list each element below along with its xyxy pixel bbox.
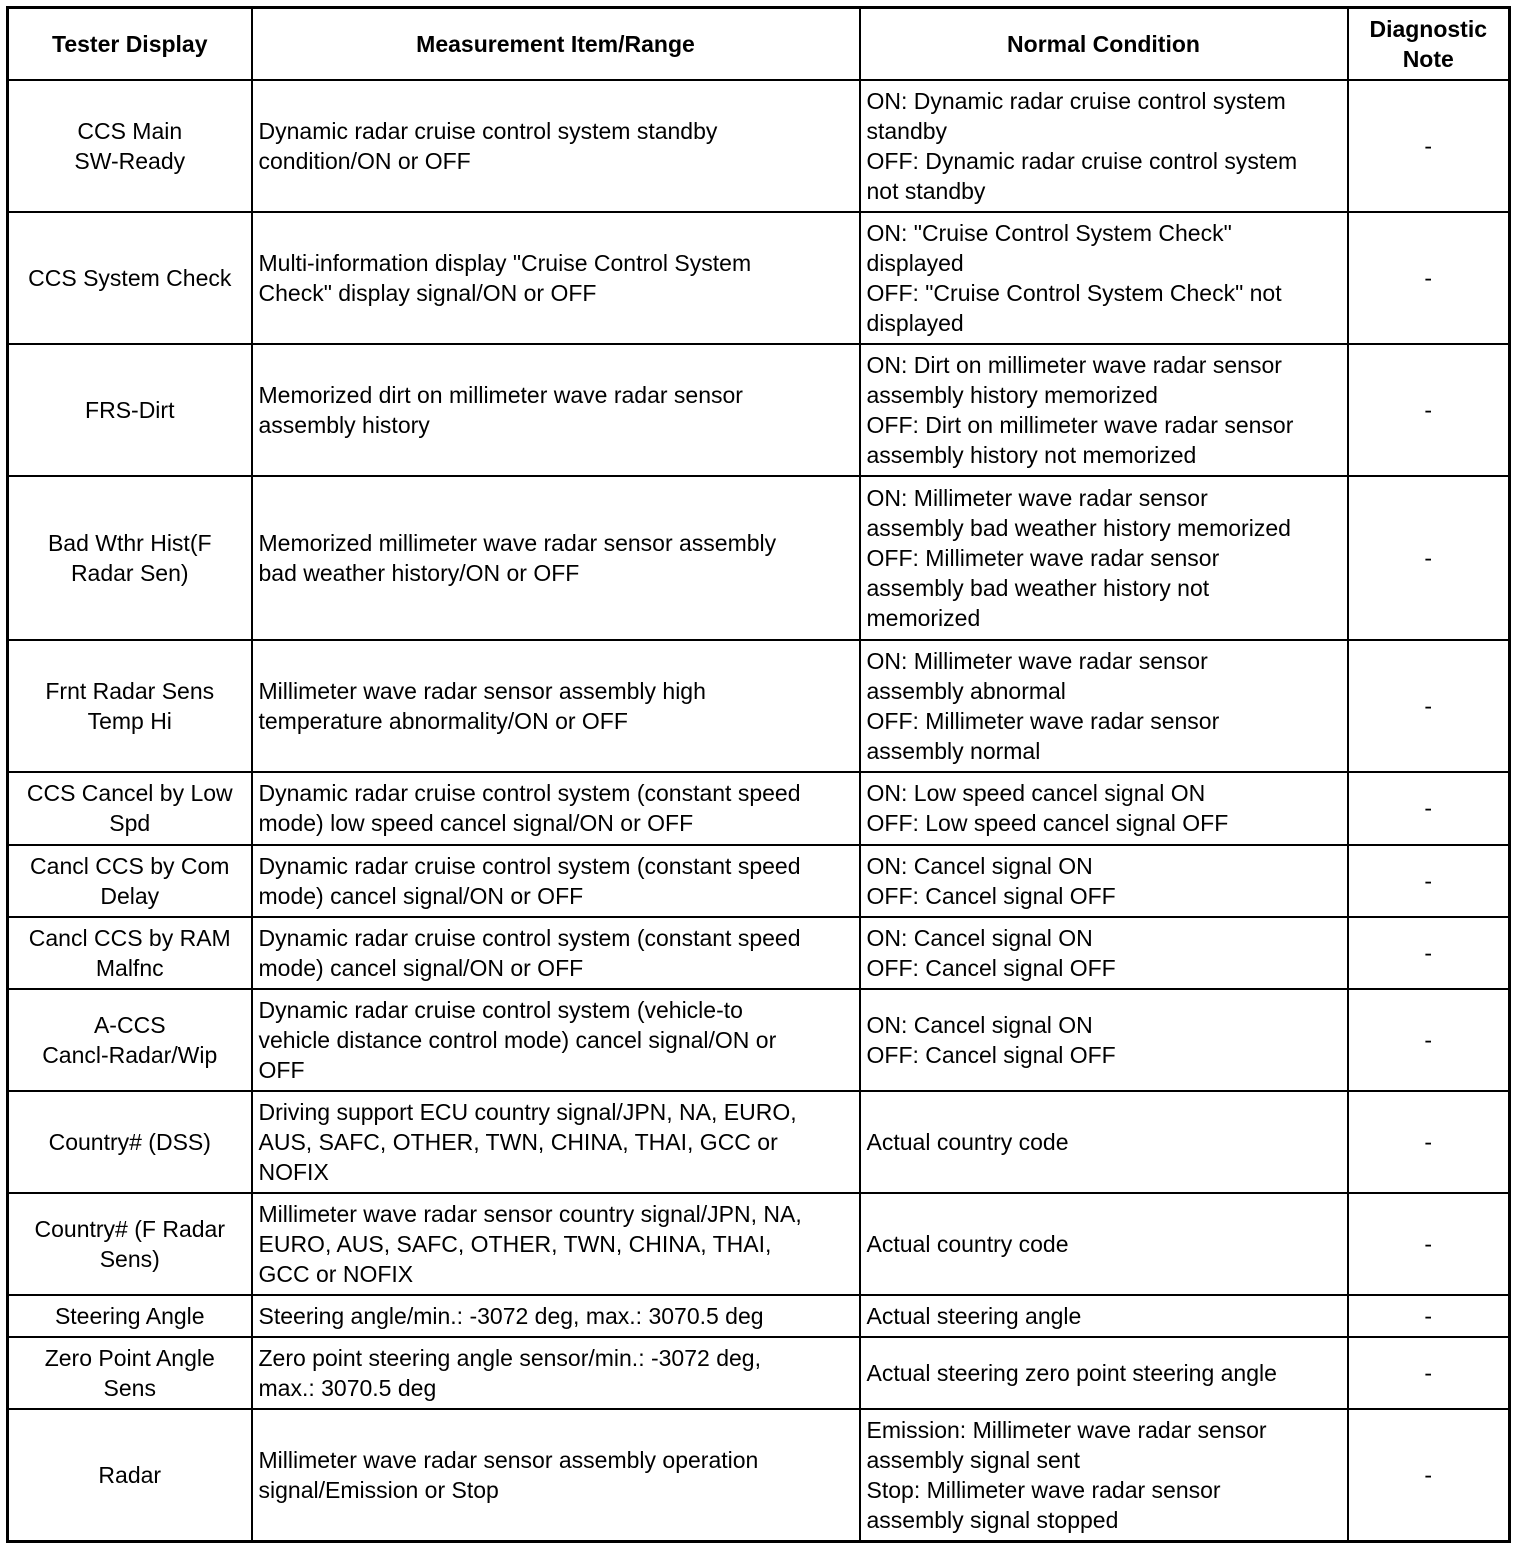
tester-display-cell: Country# (DSS) (8, 1091, 252, 1193)
measurement-cell: Dynamic radar cruise control system (vehicle-to vehicle distance control mode) cancel signal/ON or OFF (252, 989, 860, 1091)
table-row (8, 1091, 1510, 1193)
measurement-cell: Millimeter wave radar sensor assembly operation signal/Emission or Stop (252, 1409, 860, 1541)
data-list-table (6, 6, 1511, 1543)
header-diagnostic-note: Diagnostic Note (1348, 8, 1510, 80)
normal-condition-cell: ON: "Cruise Control System Check" displayed OFF: "Cruise Control System Check" not displayed (860, 212, 1348, 344)
normal-condition-cell: ON: Cancel signal ON OFF: Cancel signal OFF (860, 845, 1348, 917)
tester-display-cell: Country# (F Radar Sens) (8, 1193, 252, 1295)
diagnostic-table-container (6, 6, 1508, 1543)
normal-condition-cell: Actual country code (860, 1091, 1348, 1193)
normal-condition-cell: Emission: Millimeter wave radar sensor assembly signal sent Stop: Millimeter wave radar sensor assembly signal stopped (860, 1409, 1348, 1541)
diagnostic-note-cell: - (1348, 212, 1510, 344)
measurement-cell: Millimeter wave radar sensor assembly high temperature abnormality/ON or OFF (252, 640, 860, 772)
table-row (8, 917, 1510, 989)
table-row (8, 989, 1510, 1091)
measurement-cell: Dynamic radar cruise control system (constant speed mode) cancel signal/ON or OFF (252, 917, 860, 989)
tester-display-cell: CCS System Check (8, 212, 252, 344)
table-row (8, 1409, 1510, 1541)
measurement-cell: Memorized dirt on millimeter wave radar sensor assembly history (252, 344, 860, 476)
table-row (8, 1337, 1510, 1409)
tester-display-cell: Radar (8, 1409, 252, 1541)
tester-display-cell: Zero Point Angle Sens (8, 1337, 252, 1409)
tester-display-cell: Frnt Radar Sens Temp Hi (8, 640, 252, 772)
measurement-cell: Millimeter wave radar sensor country signal/JPN, NA, EURO, AUS, SAFC, OTHER, TWN, CHINA, THAI, GCC or NOFIX (252, 1193, 860, 1295)
table-row (8, 212, 1510, 344)
diagnostic-note-cell: - (1348, 772, 1510, 844)
tester-display-cell: FRS-Dirt (8, 344, 252, 476)
header-tester-display: Tester Display (8, 8, 252, 80)
table-row (8, 344, 1510, 476)
diagnostic-note-cell: - (1348, 1295, 1510, 1337)
diagnostic-note-cell: - (1348, 1091, 1510, 1193)
measurement-cell: Driving support ECU country signal/JPN, NA, EURO, AUS, SAFC, OTHER, TWN, CHINA, THAI, GCC or NOFIX (252, 1091, 860, 1193)
table-row (8, 640, 1510, 772)
measurement-cell: Steering angle/min.: -3072 deg, max.: 3070.5 deg (252, 1295, 860, 1337)
diagnostic-note-cell: - (1348, 80, 1510, 212)
tester-display-cell: Bad Wthr Hist(F Radar Sen) (8, 476, 252, 640)
measurement-cell: Memorized millimeter wave radar sensor assembly bad weather history/ON or OFF (252, 476, 860, 640)
normal-condition-cell: ON: Millimeter wave radar sensor assembly abnormal OFF: Millimeter wave radar sensor assembly normal (860, 640, 1348, 772)
normal-condition-cell: ON: Millimeter wave radar sensor assembly bad weather history memorized OFF: Millimeter wave radar sensor assembly bad weather history not memorized (860, 476, 1348, 640)
normal-condition-cell: ON: Cancel signal ON OFF: Cancel signal OFF (860, 917, 1348, 989)
tester-display-cell: Steering Angle (8, 1295, 252, 1337)
normal-condition-cell: ON: Low speed cancel signal ON OFF: Low speed cancel signal OFF (860, 772, 1348, 844)
measurement-cell: Dynamic radar cruise control system (constant speed mode) low speed cancel signal/ON or OFF (252, 772, 860, 844)
normal-condition-cell: Actual steering zero point steering angle (860, 1337, 1348, 1409)
table-row (8, 476, 1510, 640)
normal-condition-cell: ON: Dirt on millimeter wave radar sensor assembly history memorized OFF: Dirt on millimeter wave radar sensor assembly history not memorized (860, 344, 1348, 476)
measurement-cell: Multi-information display "Cruise Control System Check" display signal/ON or OFF (252, 212, 860, 344)
measurement-cell: Dynamic radar cruise control system (constant speed mode) cancel signal/ON or OFF (252, 845, 860, 917)
tester-display-cell: CCS Main SW-Ready (8, 80, 252, 212)
diagnostic-note-cell: - (1348, 917, 1510, 989)
normal-condition-cell: ON: Dynamic radar cruise control system standby OFF: Dynamic radar cruise control system not standby (860, 80, 1348, 212)
header-row (8, 8, 1510, 80)
table-row (8, 772, 1510, 844)
diagnostic-note-cell: - (1348, 1337, 1510, 1409)
normal-condition-cell: Actual country code (860, 1193, 1348, 1295)
diagnostic-note-cell: - (1348, 640, 1510, 772)
diagnostic-note-cell: - (1348, 845, 1510, 917)
diagnostic-note-cell: - (1348, 476, 1510, 640)
table-row (8, 1295, 1510, 1337)
measurement-cell: Zero point steering angle sensor/min.: -3072 deg, max.: 3070.5 deg (252, 1337, 860, 1409)
table-body (8, 80, 1510, 1542)
diagnostic-note-cell: - (1348, 1409, 1510, 1541)
diagnostic-note-cell: - (1348, 1193, 1510, 1295)
diagnostic-note-cell: - (1348, 989, 1510, 1091)
tester-display-cell: Cancl CCS by Com Delay (8, 845, 252, 917)
tester-display-cell: CCS Cancel by Low Spd (8, 772, 252, 844)
table-row (8, 80, 1510, 212)
normal-condition-cell: ON: Cancel signal ON OFF: Cancel signal OFF (860, 989, 1348, 1091)
tester-display-cell: A-CCS Cancl-Radar/Wip (8, 989, 252, 1091)
header-normal-condition: Normal Condition (860, 8, 1348, 80)
table-row (8, 845, 1510, 917)
measurement-cell: Dynamic radar cruise control system standby condition/ON or OFF (252, 80, 860, 212)
header-measurement-item: Measurement Item/Range (252, 8, 860, 80)
table-row (8, 1193, 1510, 1295)
normal-condition-cell: Actual steering angle (860, 1295, 1348, 1337)
diagnostic-note-cell: - (1348, 344, 1510, 476)
tester-display-cell: Cancl CCS by RAM Malfnc (8, 917, 252, 989)
